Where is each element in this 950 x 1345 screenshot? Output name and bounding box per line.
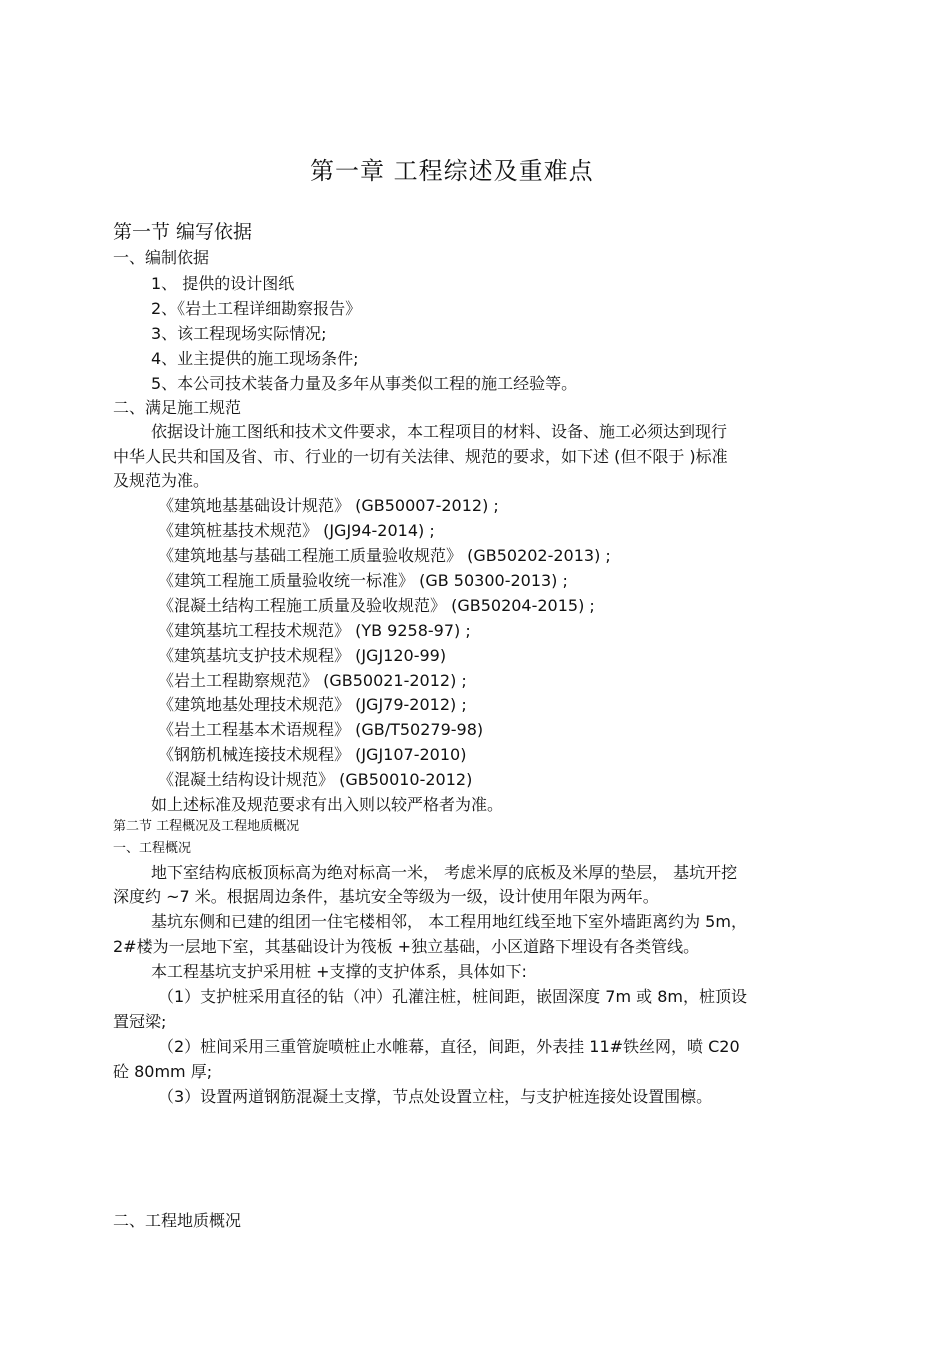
overview-line: 基坑东侧和已建的组团一住宅楼相邻， 本工程用地红线至地下室外墙距离约为 5m，	[151, 912, 747, 931]
basis-item: 1、 提供的设计图纸	[151, 274, 295, 293]
overview-line: （3）设置两道钢筋混凝土支撑，节点处设置立柱，与支护桩连接处设置围檩。	[158, 1087, 713, 1106]
section1-part1-heading: 一、编制依据	[113, 248, 210, 267]
standard-item: 《建筑地基与基础工程施工质量验收规范》 (GB50202-2013) ;	[158, 546, 611, 565]
overview-line: 砼 80mm 厚;	[113, 1062, 213, 1081]
section2-part1-heading: 一、工程概况	[113, 841, 192, 856]
basis-item: 4、业主提供的施工现场条件;	[151, 349, 359, 368]
standard-item: 《建筑地基基础设计规范》 (GB50007-2012) ;	[158, 496, 499, 515]
overview-line: 2#楼为一层地下室，其基础设计为筏板 +独立基础，小区道路下埋设有各类管线。	[113, 937, 700, 956]
standard-item: 《混凝土结构设计规范》 (GB50010-2012)	[158, 770, 473, 789]
basis-item: 5、本公司技术装备力量及多年从事类似工程的施工经验等。	[151, 374, 578, 393]
standard-item: 《建筑基坑支护技术规程》 (JGJ120-99)	[158, 646, 447, 665]
standard-item: 《岩土工程勘察规范》 (GB50021-2012) ;	[158, 671, 467, 690]
section1-title: 第一节 编写依据	[113, 221, 253, 243]
standard-item: 《钢筋机械连接技术规程》 (JGJ107-2010)	[158, 745, 467, 764]
standard-item: 《建筑地基处理技术规范》 (JGJ79-2012) ;	[158, 695, 467, 714]
basis-item: 3、该工程现场实际情况;	[151, 324, 327, 343]
paragraph-line: 及规范为准。	[113, 471, 210, 490]
standard-item: 《建筑桩基技术规范》 (JGJ94-2014) ;	[158, 521, 435, 540]
basis-item: 2、《岩土工程详细勘察报告》	[151, 299, 362, 318]
section2-title: 第二节 工程概况及工程地质概况	[113, 819, 300, 834]
standard-item: 《混凝土结构工程施工质量及验收规范》 (GB50204-2015) ;	[158, 596, 595, 615]
section2-part2-heading: 二、工程地质概况	[113, 1211, 242, 1230]
overview-line: 深度约 ~7 米。根据周边条件，基坑安全等级为一级，设计使用年限为两年。	[113, 887, 659, 906]
standard-item: 《建筑基坑工程技术规范》 (YB 9258-97) ;	[158, 621, 471, 640]
standards-closing: 如上述标准及规范要求有出入则以较严格者为准。	[151, 795, 504, 814]
paragraph-line: 依据设计施工图纸和技术文件要求，本工程项目的材料、设备、施工必须达到现行	[151, 422, 728, 441]
standard-item: 《建筑工程施工质量验收统一标准》 (GB 50300-2013) ;	[158, 571, 568, 590]
section1-part2-heading: 二、满足施工规范	[113, 398, 242, 417]
overview-line: （1）支护桩采用直径的钻（冲）孔灌注桩，桩间距，嵌固深度 7m 或 8m，桩顶设	[158, 987, 747, 1006]
overview-line: （2）桩间采用三重管旋喷桩止水帷幕，直径，间距，外表挂 11#铁丝网，喷 C20	[158, 1037, 740, 1056]
paragraph-line: 中华人民共和国及省、市、行业的一切有关法律、规范的要求，如下述 (但不限于 )标准	[113, 447, 728, 466]
standard-item: 《岩土工程基本术语规程》 (GB/T50279-98)	[158, 720, 484, 739]
overview-line: 地下室结构底板顶标高为绝对标高一米， 考虑米厚的底板及米厚的垫层， 基坑开挖	[151, 863, 738, 882]
chapter-title: 第一章 工程综述及重难点	[310, 157, 594, 185]
overview-line: 本工程基坑支护采用桩 +支撑的支护体系，具体如下:	[151, 962, 527, 981]
overview-line: 置冠梁;	[113, 1012, 167, 1031]
